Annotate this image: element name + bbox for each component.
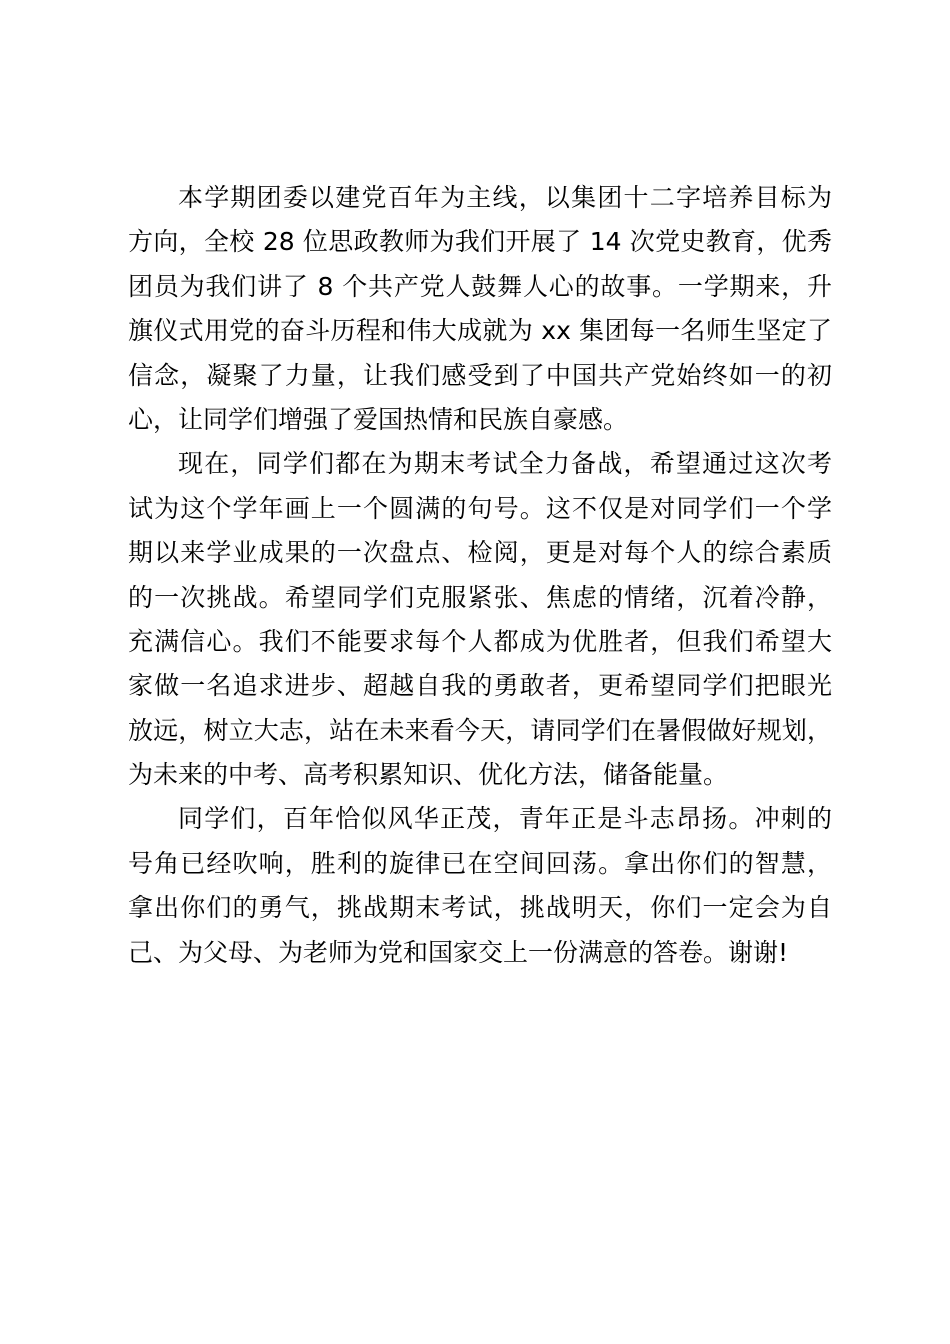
- text-line: 家做一名追求进步、超越自我的勇敢者，更希望同学们把眼光: [128, 671, 832, 701]
- paragraph-1: [128, 176, 832, 442]
- text-line: 己、为父母、为老师为党和国家交上一份满意的答卷。谢谢!: [128, 937, 789, 967]
- text-line: 试为这个学年画上一个圆满的句号。这不仅是对同学们一个学: [128, 493, 832, 523]
- text-line: 号角已经吹响，胜利的旋律已在空间回荡。拿出你们的智慧，: [128, 848, 832, 878]
- text-line: 旗仪式用党的奋斗历程和伟大成就为 xx 集团每一名师生坚定了: [128, 316, 832, 346]
- text-line: 同学们，百年恰似风华正茂，青年正是斗志昂扬。冲刺的: [178, 804, 832, 834]
- paragraph-2: [128, 442, 832, 797]
- text-line: 心，让同学们增强了爱国热情和民族自豪感。: [128, 404, 629, 434]
- text-line: 现在，同学们都在为期末考试全力备战，希望通过这次考: [178, 449, 832, 479]
- text-line: 拿出你们的勇气，挑战期末考试，挑战明天，你们一定会为自: [128, 893, 832, 923]
- paragraph-3: [128, 797, 832, 975]
- text-line: 本学期团委以建党百年为主线，以集团十二字培养目标为: [178, 183, 832, 212]
- text-line: 放远，树立大志，站在未来看今天，请同学们在暑假做好规划，: [128, 715, 832, 745]
- document-body: [128, 176, 832, 975]
- text-line: 的一次挑战。希望同学们克服紧张、焦虑的情绪，沉着冷静，: [128, 582, 832, 612]
- text-line: 信念，凝聚了力量，让我们感受到了中国共产党始终如一的初: [128, 360, 832, 390]
- text-line: 期以来学业成果的一次盘点、检阅，更是对每个人的综合素质: [128, 538, 832, 568]
- text-line: 方向，全校 28 位思政教师为我们开展了 14 次党史教育，优秀: [128, 227, 832, 257]
- text-line: 团员为我们讲了 8 个共产党人鼓舞人心的故事。一学期来，升: [128, 271, 832, 301]
- text-line: 充满信心。我们不能要求每个人都成为优胜者，但我们希望大: [128, 626, 832, 656]
- text-line: 为未来的中考、高考积累知识、优化方法，储备能量。: [128, 760, 729, 790]
